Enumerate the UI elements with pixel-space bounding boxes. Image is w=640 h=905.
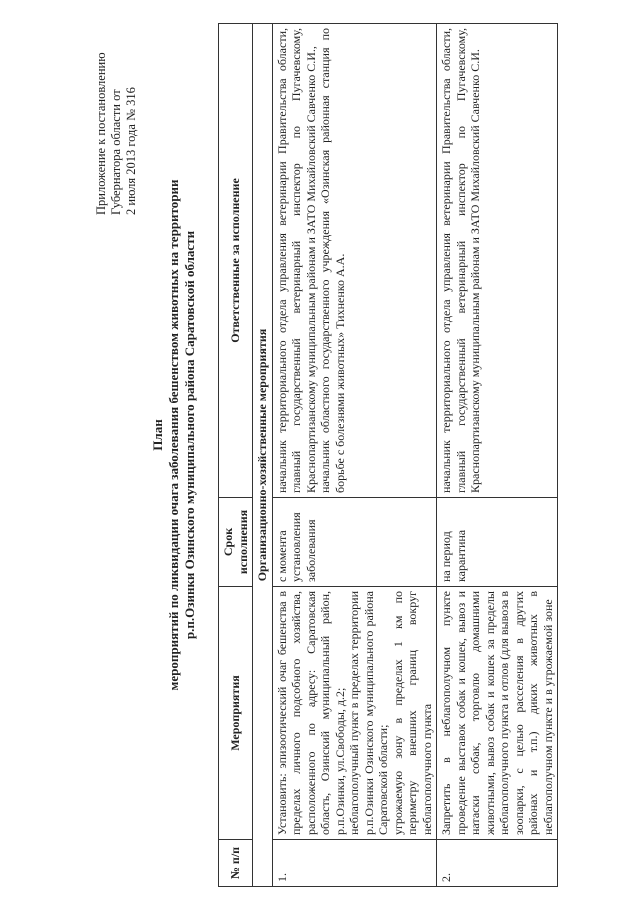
table-row [437,24,558,887]
row-activity [272,587,437,840]
activity-part-c: угрожаемую зону в пределах 1 км по периметру внешних границ вокруг неблагополучного пункта [390,591,434,835]
header-activity: Мероприятия [219,587,253,840]
table-row [272,24,437,887]
row-responsible [272,24,437,498]
row-term: с момента установления заболевания [272,498,437,587]
row-activity: Запретить в неблагополучном пункте проведение выставок собак и кошек, вывоз и натаски собак, торговлю домашними животными, вывоз собак и кошек за пределы неблагополучного пункта и отлов (для вывоза в зоопарки, с целью расселения в других районах и т.п.) диких животных в неблагополучном пункте и в угрожаемой зоне [437,587,558,840]
header-num: № п/п [219,840,253,887]
table-header-row [219,24,253,887]
document-title [150,45,198,825]
activity-part-b: неблагополучный пункт в пределах территории р.п.Озинки Озинского муниципального района Саратовской области; [347,591,390,835]
approval-stamp [94,15,139,215]
row-num: 1. [272,840,437,887]
approval-line-3: 2 июля 2013 года № 316 [124,87,138,215]
approval-line-2: Губернатора области от [109,89,123,215]
title-heading: План [150,419,165,451]
approval-line-1: Приложение к постановлению [94,52,108,215]
activity-part-a: Установить: эпизоотический очаг бешенства в пределах личного подсобного хозяйства, расположенного по адресу: Саратовская область, Озинский муниципальный район, р.п.Озинки, ул.Свободы, д.2; [274,591,347,835]
responsible-part-b: начальник областного государственного учреждения «Озинская районная станция по борьбе с болезнями животных» Тихненко А.А. [318,28,347,493]
row-term: на период карантина [437,498,558,587]
row-responsible: начальник территориального отдела управления ветеринарии Правительства области, главный государственный ветеринарный инспектор по Пугачевскому, Краснопартизанскому муниципальным районам и ЗАТО Михайловский Савченко С.И. [437,24,558,498]
section-title: Организационно-хозяйственные мероприятия [253,24,273,887]
title-line-1: мероприятий по ликвидации очага заболевания бешенством животных на территории [166,179,181,691]
row-num: 2. [437,840,558,887]
title-line-2: р.п.Озинки Озинского муниципального района Саратовской области [182,230,197,640]
responsible-part-a: начальник территориального отдела управления ветеринарии Правительства области, главный государственный ветеринарный инспектор по Пугачевскому, Краснопартизанскому муниципальным районам и ЗАТО Михайловский Савченко С.И., [274,28,318,493]
header-responsible: Ответственные за исполнение [219,24,253,498]
section-row [253,24,273,887]
plan-table [218,23,558,887]
header-term: Срок исполнения [219,498,253,587]
